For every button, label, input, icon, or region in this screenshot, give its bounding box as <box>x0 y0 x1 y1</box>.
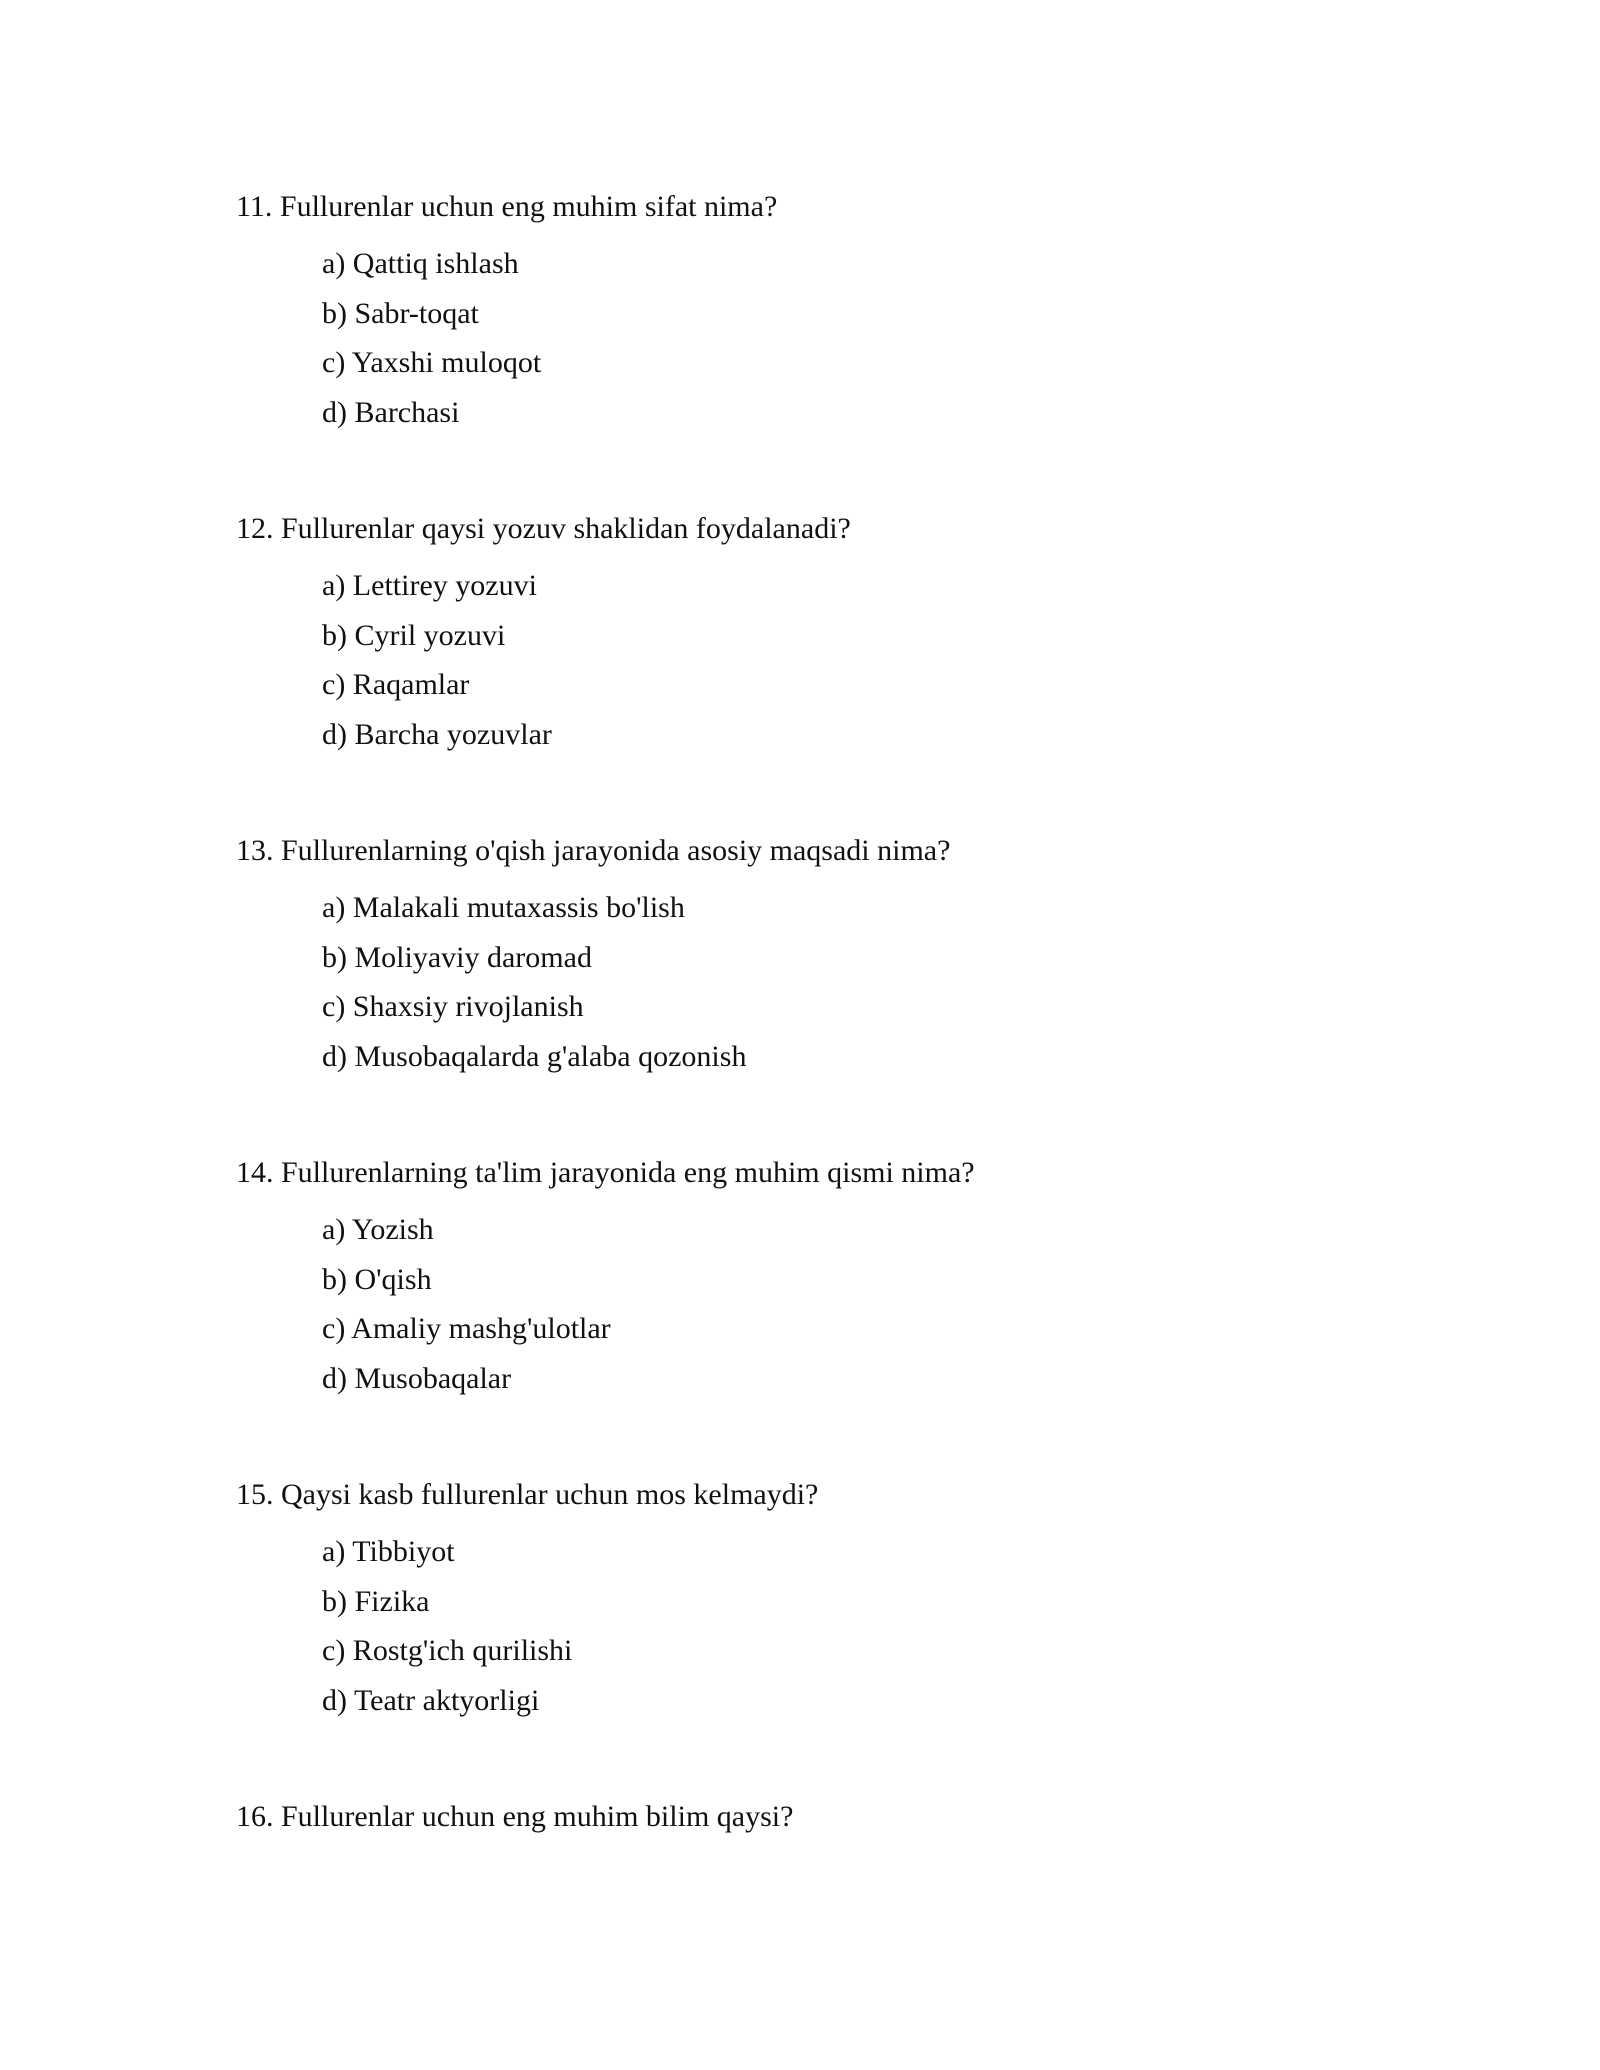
option-a: a) Malakali mutaxassis bo'lish <box>322 891 685 924</box>
option-d: d) Barcha yozuvlar <box>322 717 552 751</box>
option-c: c) Yaxshi muloqot <box>322 346 542 379</box>
question-14 <box>236 1155 1436 1410</box>
answer-options <box>322 1212 1436 1410</box>
option-d: d) Musobaqalarda g'alaba qozonish <box>322 1039 747 1073</box>
option-d: d) Teatr aktyorligi <box>322 1683 540 1717</box>
option-a: a) Yozish <box>322 1213 434 1246</box>
option-c: c) Shaxsiy rivojlanish <box>322 990 584 1023</box>
option-a: a) Lettirey yozuvi <box>322 569 537 602</box>
option-c: c) Amaliy mashg'ulotlar <box>322 1312 611 1345</box>
option-a: a) Tibbiyot <box>322 1535 455 1568</box>
option-b: b) Cyril yozuvi <box>322 618 506 652</box>
answer-options <box>322 568 1436 766</box>
question-text: 13. Fullurenlarning o'qish jarayonida asosiy maqsadi nima? <box>236 834 951 867</box>
question-16 <box>236 1799 1436 1835</box>
option-b: b) Fizika <box>322 1584 430 1618</box>
question-text: 11. Fullurenlar uchun eng muhim sifat nima? <box>236 190 778 223</box>
option-a: a) Qattiq ishlash <box>322 247 519 280</box>
option-b: b) O'qish <box>322 1262 432 1296</box>
answer-options <box>322 1534 1436 1732</box>
option-b: b) Sabr-toqat <box>322 296 479 330</box>
option-c: c) Rostg'ich qurilishi <box>322 1634 573 1667</box>
question-11 <box>236 189 1436 444</box>
question-text: 16. Fullurenlar uchun eng muhim bilim qaysi? <box>236 1800 794 1833</box>
question-text: 15. Qaysi kasb fullurenlar uchun mos kelmaydi? <box>236 1478 819 1511</box>
option-d: d) Barchasi <box>322 395 460 429</box>
question-15 <box>236 1477 1436 1732</box>
question-text: 14. Fullurenlarning ta'lim jarayonida eng muhim qismi nima? <box>236 1156 975 1189</box>
option-c: c) Raqamlar <box>322 668 470 701</box>
answer-options <box>322 890 1436 1088</box>
answer-options <box>322 246 1436 444</box>
question-text: 12. Fullurenlar qaysi yozuv shaklidan foydalanadi? <box>236 512 851 545</box>
question-13 <box>236 833 1436 1088</box>
option-b: b) Moliyaviy daromad <box>322 940 592 974</box>
option-d: d) Musobaqalar <box>322 1361 512 1395</box>
question-12 <box>236 511 1436 766</box>
